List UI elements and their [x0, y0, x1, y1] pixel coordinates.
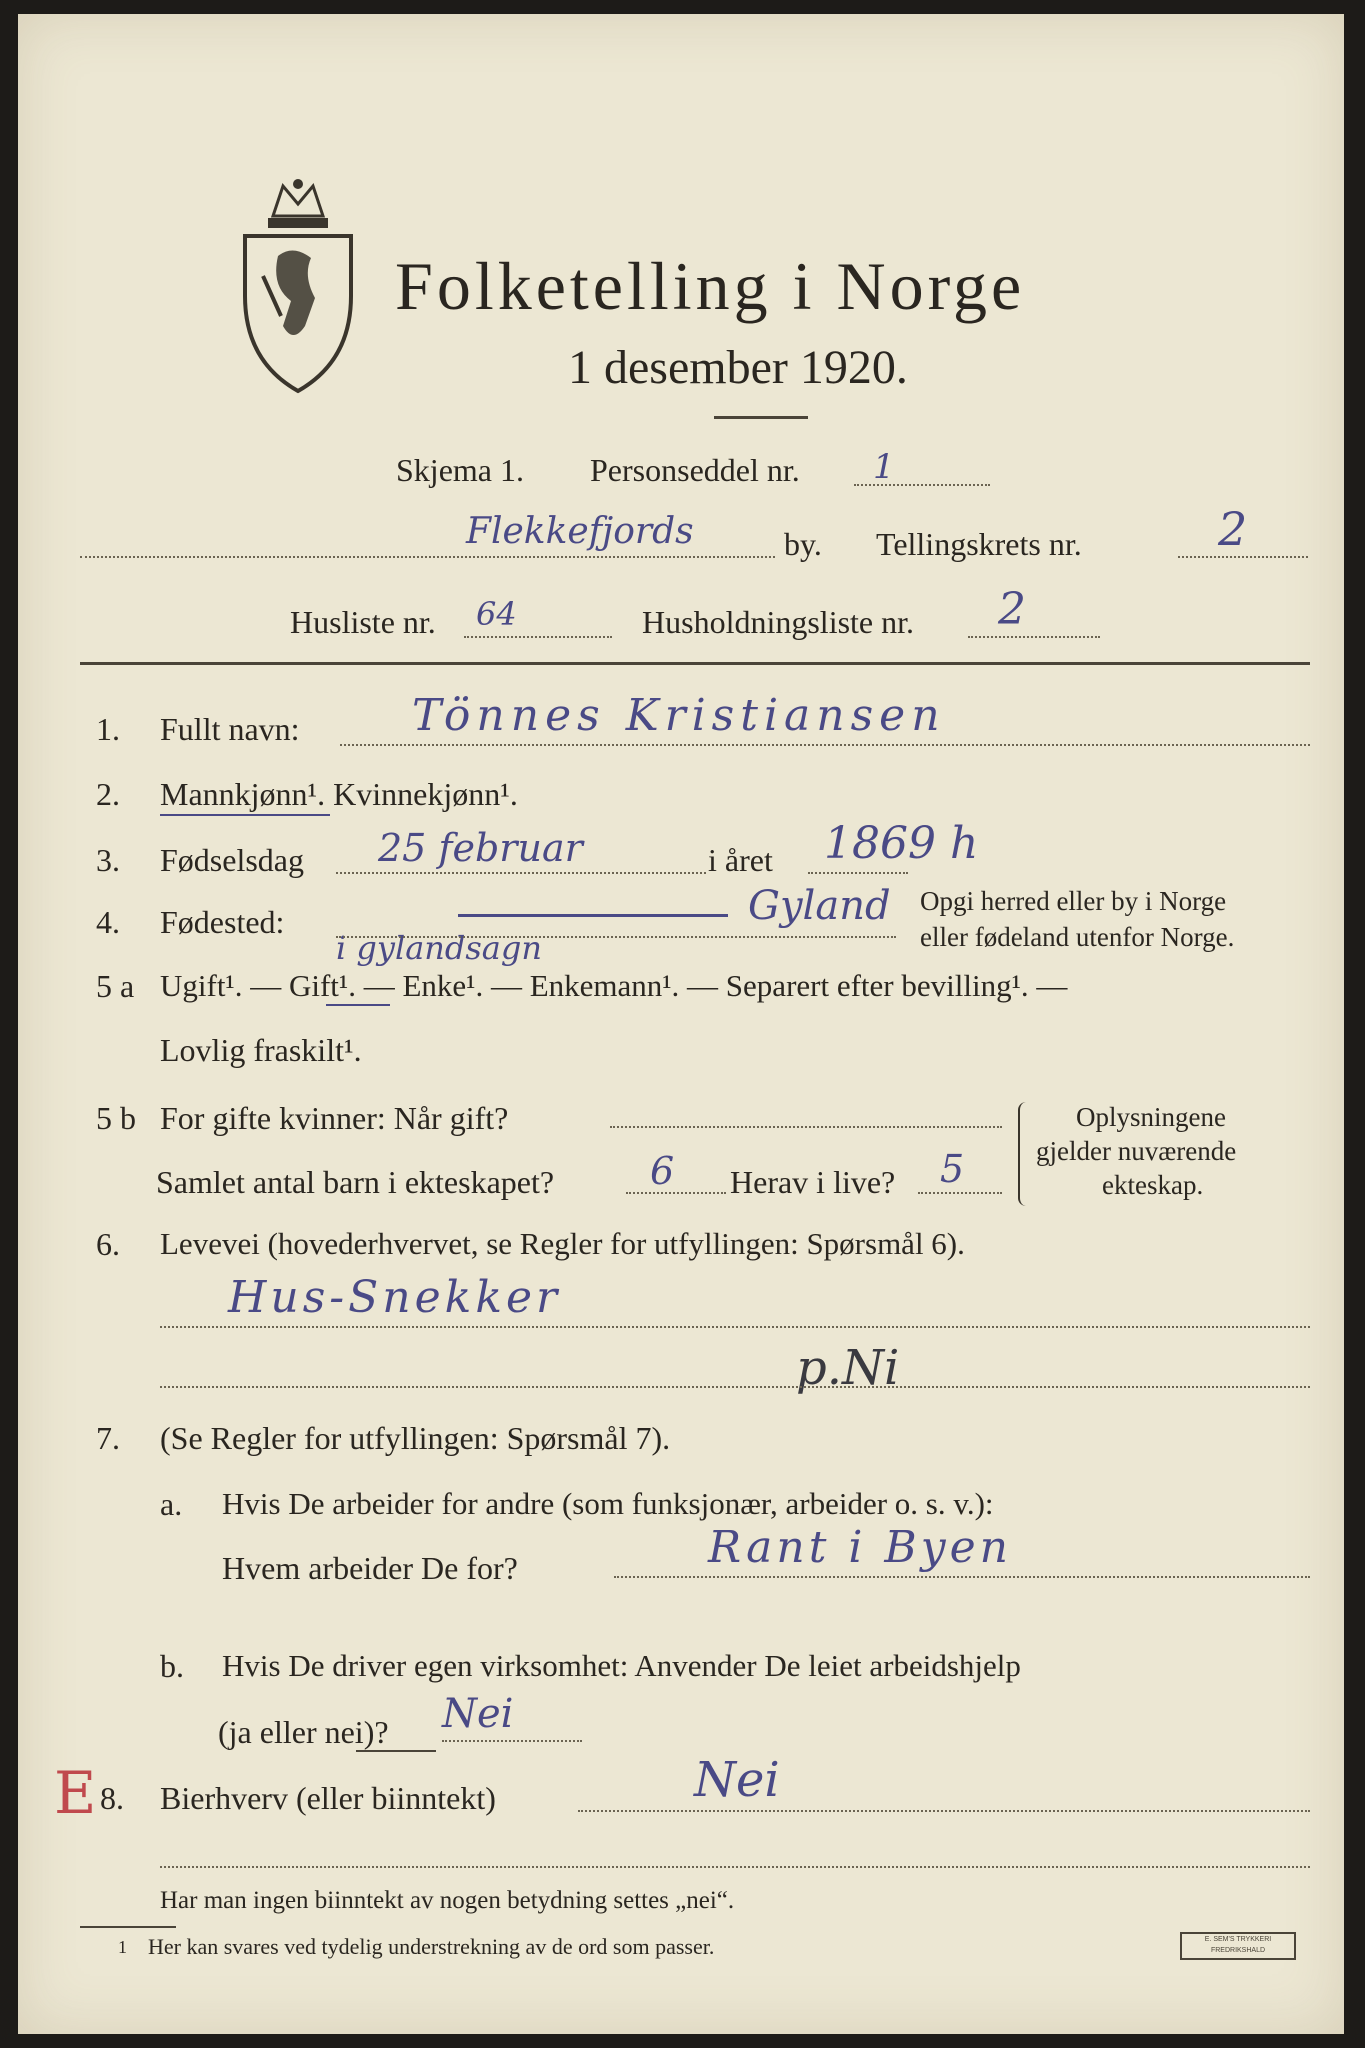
- husliste-label: Husliste nr.: [290, 604, 436, 640]
- q8-label: Bierhverv (eller biinntekt): [160, 1780, 496, 1816]
- printer-city: FREDRIKSHALD: [1210, 1947, 1266, 1954]
- footnote-rule: [80, 1926, 176, 1928]
- q4-struck-word: [458, 914, 728, 917]
- q5a-underline-gift: [326, 1004, 390, 1006]
- coat-of-arms-icon: [233, 176, 363, 396]
- q6-label: Levevei (hovederhvervet, se Regler for utfyllingen: Spørsmål 6).: [160, 1226, 965, 1261]
- printer-stamp: [1180, 1932, 1296, 1960]
- q4-birthplace-detail[interactable]: i gylandsagn: [336, 929, 542, 967]
- footnote-text: Her kan svares ved tydelig understrekning av de ord som passer.: [148, 1934, 715, 1959]
- q7a-line2: Hvem arbeider De for?: [222, 1550, 518, 1586]
- q5b-note-line3: ekteskap.: [1102, 1170, 1204, 1200]
- footnote-number: 1: [118, 1937, 127, 1957]
- q3-birthday[interactable]: 25 februar: [378, 826, 583, 870]
- census-form-sheet: [18, 14, 1344, 2034]
- q4-number: 4.: [96, 904, 120, 940]
- husholdningsliste-label: Husholdningsliste nr.: [642, 604, 915, 640]
- q5b-children-count[interactable]: 6: [650, 1149, 675, 1193]
- husholdningsliste-value[interactable]: 2: [998, 584, 1026, 635]
- q1-label: Fullt navn:: [160, 711, 300, 747]
- q6-number: 6.: [96, 1226, 120, 1262]
- q5b-number: 5 b: [96, 1100, 136, 1136]
- q4-birthplace[interactable]: Gyland: [748, 883, 891, 929]
- husliste-value[interactable]: 64: [476, 595, 517, 633]
- q5a-number: 5 a: [96, 968, 135, 1004]
- q3-label: Fødselsdag: [160, 842, 304, 878]
- q2-number: 2.: [96, 776, 120, 812]
- q1-full-name[interactable]: Tönnes Kristiansen: [412, 690, 946, 741]
- q6-margin-mark: p.Ni: [796, 1340, 900, 1396]
- q8-side-income[interactable]: Nei: [694, 1752, 780, 1808]
- census-date: 1 desember 1920.: [568, 341, 908, 394]
- form-title: Folketelling i Norge: [395, 248, 1026, 324]
- skjema-label: Skjema 1.: [396, 452, 524, 488]
- by-label: by.: [784, 526, 822, 562]
- q5b-alive-count[interactable]: 5: [940, 1147, 965, 1191]
- q3-birth-year[interactable]: 1869 h: [824, 818, 979, 869]
- q5b-label: For gifte kvinner: Når gift?: [160, 1100, 509, 1136]
- personseddel-value[interactable]: 1: [873, 447, 895, 487]
- q7a-employer[interactable]: Rant i Byen: [708, 1522, 1013, 1573]
- q5b-alive-label: Herav i live?: [730, 1164, 896, 1200]
- q7b-underline-nei: [356, 1750, 436, 1752]
- q2-underline-mannkjonn: [160, 814, 330, 816]
- q6-occupation[interactable]: Hus-Snekker: [228, 1272, 562, 1323]
- q5b-brace: [1018, 1102, 1030, 1206]
- q2-sex-options: Mannkjønn¹. Kvinnekjønn¹.: [160, 776, 518, 812]
- q8-margin-mark: E: [54, 1759, 97, 1827]
- q3-year-label: i året: [708, 842, 773, 878]
- q8-number: 8.: [100, 1780, 124, 1816]
- q7b-letter: b.: [160, 1648, 184, 1684]
- tellingskrets-label: Tellingskrets nr.: [876, 526, 1082, 562]
- q7-label: (Se Regler for utfyllingen: Spørsmål 7).: [160, 1420, 671, 1456]
- by-value[interactable]: Flekkefjords: [466, 511, 694, 552]
- q7-number: 7.: [96, 1420, 120, 1456]
- footer-note: Har man ingen biinntekt av nogen betydning settes „nei“.: [160, 1887, 735, 1914]
- q3-number: 3.: [96, 842, 120, 878]
- q1-number: 1.: [96, 711, 120, 747]
- header-rule: [80, 662, 1310, 665]
- q7b-line1: Hvis De driver egen virksomhet: Anvender De leiet arbeidshjelp: [222, 1648, 1021, 1683]
- q7b-line2: (ja eller nei)?: [218, 1714, 389, 1750]
- q5a-marital-options-2: Lovlig fraskilt¹.: [160, 1032, 362, 1068]
- q5a-marital-options: Ugift¹. — Gift¹. — Enke¹. — Enkemann¹. — Separert efter bevilling¹. —: [160, 968, 1068, 1003]
- q5b-note-line2: gjelder nuværende: [1036, 1136, 1237, 1166]
- q7a-line1: Hvis De arbeider for andre (som funksjonær, arbeider o. s. v.):: [222, 1486, 994, 1521]
- personseddel-label: Personseddel nr.: [590, 452, 800, 488]
- tellingskrets-value[interactable]: 2: [1218, 502, 1248, 556]
- printer-name: E. SEM'S TRYKKERI: [1204, 1936, 1272, 1943]
- q5b-children-label: Samlet antal barn i ekteskapet?: [156, 1164, 555, 1200]
- q4-note-line1: Opgi herred eller by i Norge: [920, 886, 1227, 916]
- q7b-hired-help[interactable]: Nei: [442, 1691, 514, 1737]
- q5b-note-line1: Oplysningene: [1076, 1102, 1226, 1132]
- q7a-letter: a.: [160, 1486, 183, 1522]
- q4-label: Fødested:: [160, 904, 285, 940]
- title-divider: [714, 416, 808, 419]
- q4-note-line2: eller fødeland utenfor Norge.: [920, 922, 1235, 952]
